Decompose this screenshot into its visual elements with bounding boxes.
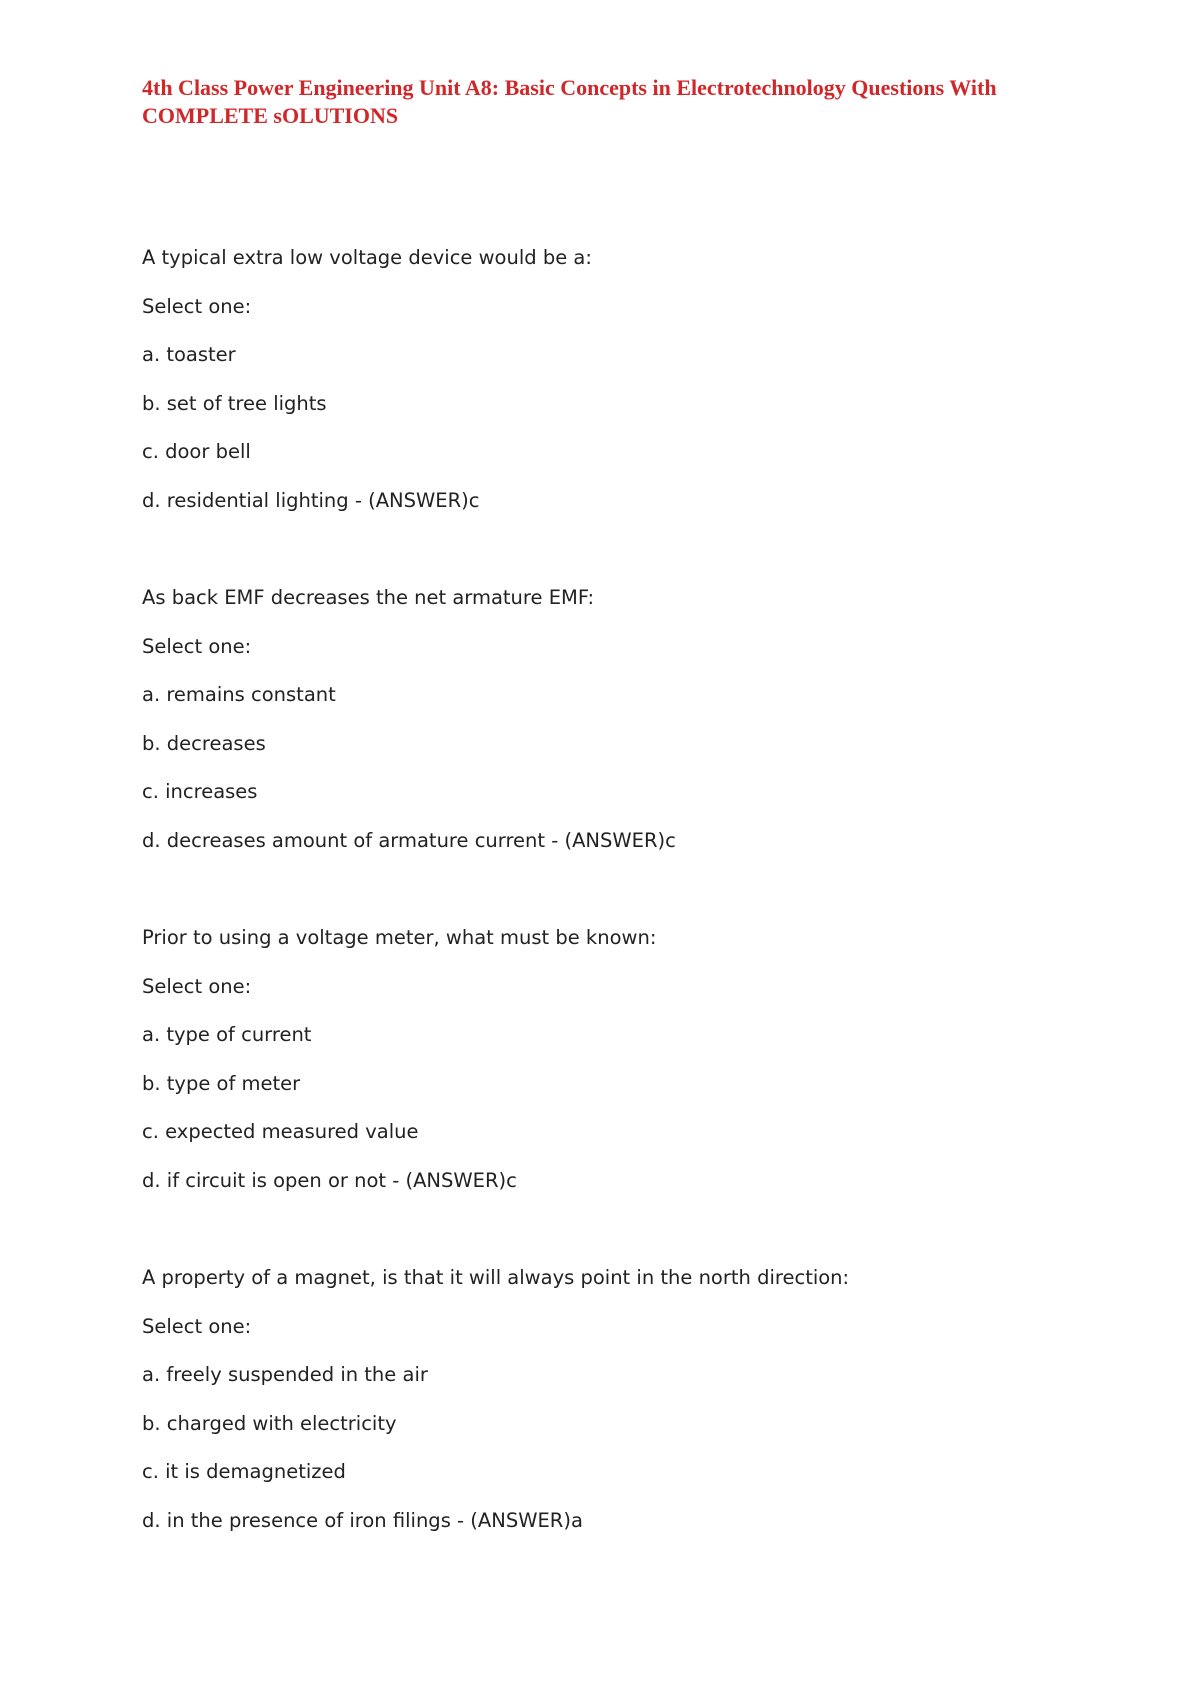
question-1-option-a: a. toaster — [142, 343, 236, 367]
question-4-option-d: d. in the presence of iron filings - (ANSWER)a — [142, 1508, 583, 1532]
question-1-prompt: A typical extra low voltage device would be a: — [142, 246, 592, 269]
question-2-instruction: Select one: — [142, 634, 252, 658]
question-3-option-b: b. type of meter — [142, 1071, 301, 1095]
question-3-instruction: Select one: — [142, 974, 252, 998]
question-1-option-d: d. residential lighting - (ANSWER)c — [142, 488, 480, 512]
question-list — [142, 246, 1092, 1606]
question-2-option-b: b. decreases — [142, 731, 266, 755]
question-4-option-a: a. freely suspended in the air — [142, 1363, 428, 1387]
question-4-instruction: Select one: — [142, 1314, 252, 1338]
question-2-prompt: As back EMF decreases the net armature EMF: — [142, 586, 595, 609]
question-4 — [142, 1266, 1092, 1606]
question-2 — [142, 586, 1092, 926]
question-1-option-b: b. set of tree lights — [142, 391, 327, 415]
document-title — [142, 74, 1042, 130]
question-4-prompt: A property of a magnet, is that it will always point in the north direction: — [142, 1266, 850, 1289]
question-3-prompt: Prior to using a voltage meter, what must be known: — [142, 926, 657, 949]
question-1-instruction: Select one: — [142, 294, 252, 318]
document-title-line-1: 4th Class Power Engineering Unit A8: Basic Concepts in Electrotechnology Questions With — [142, 75, 997, 100]
question-3-option-c: c. expected measured value — [142, 1120, 419, 1144]
question-3-option-d: d. if circuit is open or not - (ANSWER)c — [142, 1168, 517, 1192]
question-1 — [142, 246, 1092, 586]
question-3-option-a: a. type of current — [142, 1023, 312, 1047]
question-1-option-c: c. door bell — [142, 440, 251, 464]
question-4-option-b: b. charged with electricity — [142, 1411, 397, 1435]
question-3 — [142, 926, 1092, 1266]
question-2-option-a: a. remains constant — [142, 683, 336, 707]
document-title-line-2: COMPLETE sOLUTIONS — [142, 103, 399, 128]
question-2-option-d: d. decreases amount of armature current - (ANSWER)c — [142, 828, 676, 852]
question-4-option-c: c. it is demagnetized — [142, 1460, 346, 1484]
question-2-option-c: c. increases — [142, 780, 258, 804]
